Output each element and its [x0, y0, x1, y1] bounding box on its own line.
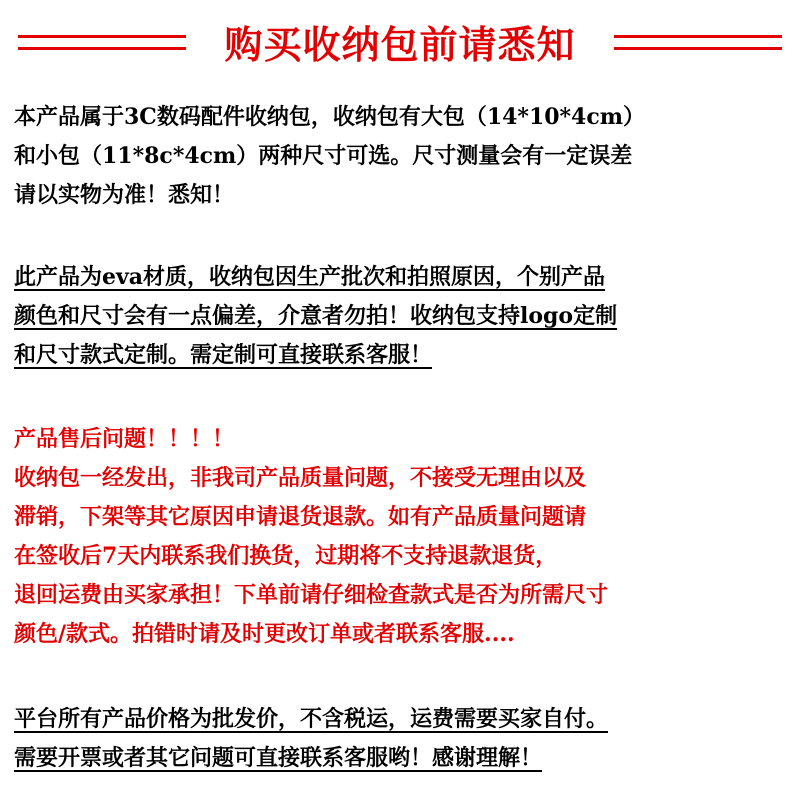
left-decorative-rule-top — [18, 35, 186, 38]
right-decorative-rule-bottom — [614, 47, 782, 50]
paragraph-line — [14, 297, 789, 336]
paragraph-line: 请以实物为准！悉知！ — [14, 182, 235, 208]
paragraph-line — [14, 336, 789, 375]
pricing-info-paragraph — [14, 700, 789, 778]
right-decorative-rule-top — [614, 35, 782, 38]
paragraph-line: 颜色/款式。拍错时请及时更改订单或者联系客服.... — [14, 621, 515, 647]
paragraph-line: 滞销，下架等其它原因申请退货退款。如有产品质量问题请 — [14, 504, 587, 530]
notice-title: 购买收纳包前请悉知 — [224, 22, 576, 67]
underlined-text: 此产品为eva材质，收纳包因生产批次和拍照原因，个别产品 — [14, 264, 606, 290]
after-sales-paragraph — [14, 420, 789, 654]
paragraph-line — [14, 700, 789, 739]
after-sales-heading: 产品售后问题！！！！ — [14, 426, 235, 452]
product-info-paragraph — [14, 98, 789, 215]
paragraph-line: 收纳包一经发出，非我司产品质量问题，不接受无理由以及 — [14, 465, 587, 491]
underlined-text: 平台所有产品价格为批发价，不含税运，运费需要买家自付。 — [14, 706, 609, 732]
paragraph-line: 退回运费由买家承担！下单前请仔细检查款式是否为所需尺寸 — [14, 582, 609, 608]
paragraph-line: 和小包（11*8c*4cm）两种尺寸可选。尺寸测量会有一定误差 — [14, 143, 633, 169]
notice-header — [0, 14, 800, 84]
underlined-text: 和尺寸款式定制。需定制可直接联系客服！ — [14, 342, 433, 368]
paragraph-line — [14, 739, 789, 778]
underlined-text: 需要开票或者其它问题可直接联系客服哟！感谢理解！ — [14, 745, 543, 771]
paragraph-line: 在签收后7天内联系我们换货，过期将不支持退款退货， — [14, 543, 558, 569]
paragraph-line — [14, 258, 789, 297]
left-decorative-rule-bottom — [18, 47, 186, 50]
material-info-paragraph — [14, 258, 789, 375]
underlined-text: 颜色和尺寸会有一点偏差，介意者勿拍！收纳包支持logo定制 — [14, 303, 618, 329]
paragraph-line: 本产品属于3C数码配件收纳包，收纳包有大包（14*10*4cm） — [14, 104, 646, 130]
